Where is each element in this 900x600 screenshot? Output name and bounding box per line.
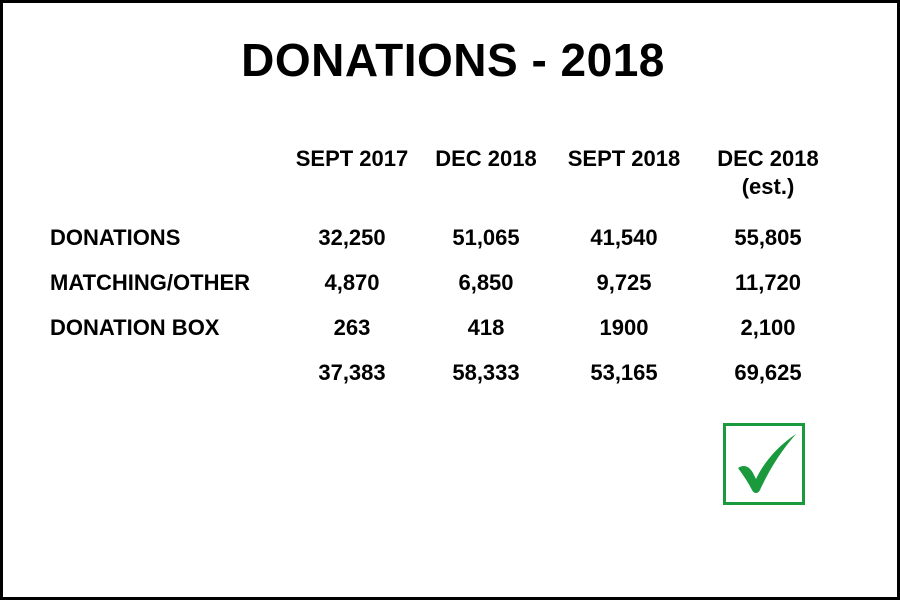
row-label-matching-other: MATCHING/OTHER [50,270,251,295]
column-header-label: DEC 2018 [435,146,537,171]
checkmark-icon [726,426,802,502]
column-header-label: SEPT 2018 [567,146,681,171]
table-cell: 9,725 [596,270,652,295]
table-cell: 11,720 [734,270,802,295]
check-box [723,423,805,505]
column-header-dec-2018-est [698,145,838,201]
total-cell: 69,625 [734,360,802,385]
column-header-sub: (est.) [741,174,795,199]
column-header-label: SEPT 2017 [295,146,409,171]
table-cell: 55,805 [734,225,802,250]
row-label-donations: DONATIONS [50,225,181,250]
table-cell: 4,870 [324,270,380,295]
table-cell: 41,540 [590,225,658,250]
column-header-label: DEC 2018 [717,146,819,171]
column-header-dec-2018 [416,145,556,173]
table-cell: 2,100 [740,315,796,340]
table-cell: 418 [467,315,505,340]
total-cell: 58,333 [452,360,520,385]
total-cell: 53,165 [590,360,658,385]
table-cell: 32,250 [318,225,386,250]
column-header-sept-2017 [282,145,422,173]
column-header-sept-2018 [554,145,694,173]
total-cell: 37,383 [318,360,386,385]
row-label-donation-box: DONATION BOX [50,315,220,340]
table-cell: 263 [333,315,371,340]
page-title: DONATIONS - 2018 [241,34,665,86]
table-cell: 6,850 [458,270,514,295]
table-cell: 1900 [599,315,649,340]
table-cell: 51,065 [452,225,520,250]
